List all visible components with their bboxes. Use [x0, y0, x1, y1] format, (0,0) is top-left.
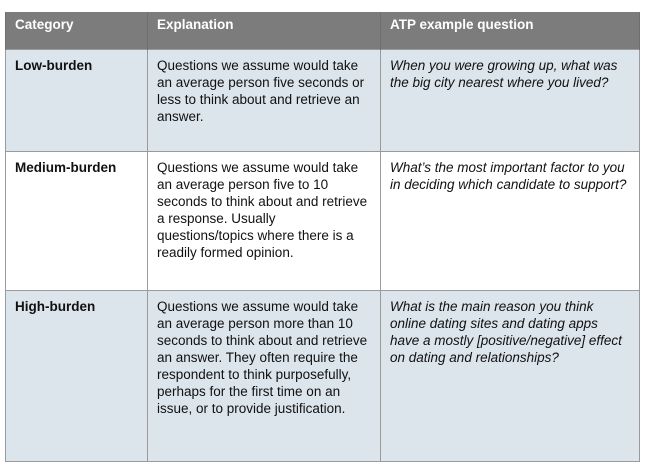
header-category: Category: [6, 12, 148, 49]
example-cell: When you were growing up, what was the big city nearest where you lived?: [381, 49, 640, 151]
header-explanation: Explanation: [148, 12, 381, 49]
table-row: [6, 290, 640, 461]
category-cell: Medium-burden: [6, 151, 148, 290]
category-cell: High-burden: [6, 290, 148, 461]
explanation-cell: Questions we assume would take an average person five seconds or less to think about and retrieve an answer.: [148, 49, 381, 151]
category-cell: Low-burden: [6, 49, 148, 151]
example-cell: What’s the most important factor to you in deciding which candidate to support?: [381, 151, 640, 290]
explanation-cell: Questions we assume would take an average person five to 10 seconds to think about and retrieve a response. Usually questions/topics where there is a readily formed opinion.: [148, 151, 381, 290]
burden-table: [5, 12, 640, 462]
explanation-cell: Questions we assume would take an average person more than 10 seconds to think about and retrieve an answer. They often require the respondent to think purposefully, perhaps for the first time on an issue, or to provide justification.: [148, 290, 381, 461]
header-example: ATP example question: [381, 12, 640, 49]
table-row: [6, 49, 640, 151]
header-row: [6, 12, 640, 49]
table-row: [6, 151, 640, 290]
example-cell: What is the main reason you think online dating sites and dating apps have a mostly [positive/negative] effect on dating and relationships?: [381, 290, 640, 461]
